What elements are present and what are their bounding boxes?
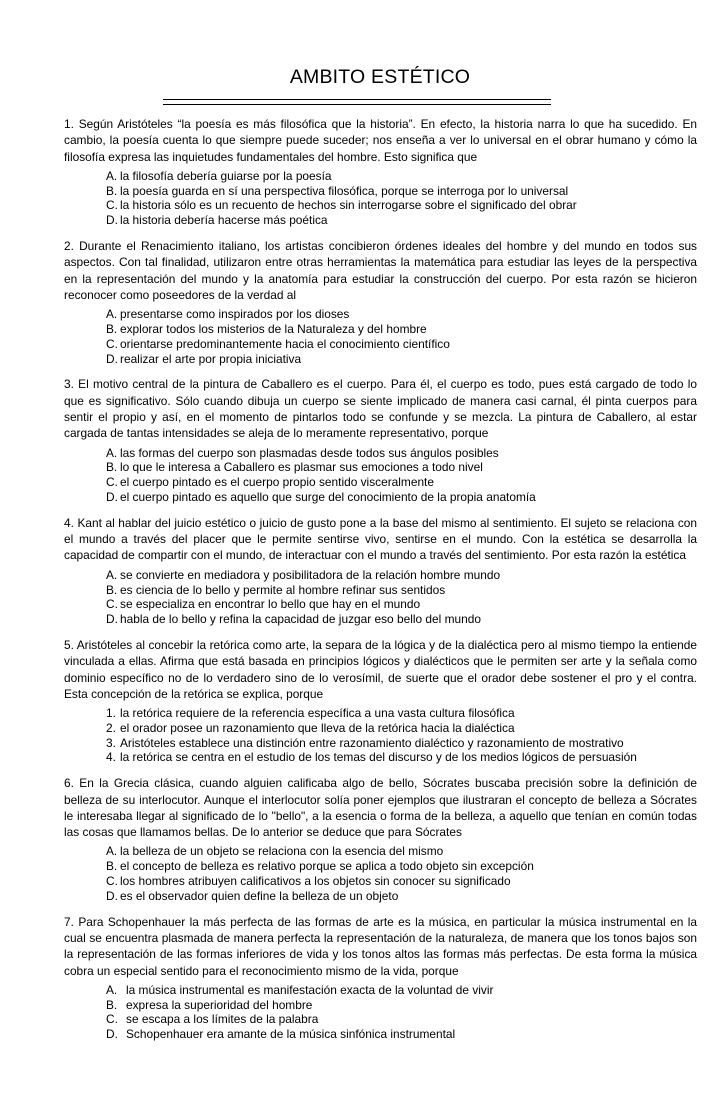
- option-label: 1.: [106, 706, 116, 721]
- option-label: A.: [106, 844, 118, 859]
- option-label: A.: [106, 307, 118, 322]
- answer-option-c[interactable]: [106, 337, 697, 352]
- answer-option-1[interactable]: [106, 706, 697, 721]
- answer-option-d[interactable]: [106, 612, 697, 627]
- question-5: [64, 637, 697, 765]
- answer-options: [64, 706, 697, 765]
- option-label: B.: [106, 460, 118, 475]
- question-7: [64, 914, 697, 1042]
- answer-option-d[interactable]: [106, 213, 697, 228]
- option-text: se especializa en encontrar lo bello que hay en el mundo: [120, 597, 421, 612]
- option-label: D.: [106, 888, 118, 903]
- answer-options: [64, 568, 697, 627]
- option-text: Schopenhauer era amante de la música sinfónica instrumental: [126, 1027, 456, 1042]
- question-4: [64, 515, 697, 627]
- question-stem: 2. Durante el Renacimiento italiano, los artistas concibieron órdenes ideales del hombre y del mundo en todos sus aspectos. Con tal finalidad, utilizaron entre otras herramientas la matemática para estudiar las leyes de la perspectiva en la representación del mundo y la anatomía para estudiar la construcción del cuerpo. Por esta razón se hicieron reconocer como poseedores de la verdad al: [64, 239, 697, 302]
- option-text: la historia sólo es un recuento de hechos sin interrogarse sobre el significado del obrar: [120, 198, 577, 213]
- option-label: D.: [106, 1027, 118, 1042]
- title-underline-top: [163, 99, 551, 100]
- option-text: las formas del cuerpo son plasmadas desde todos sus ángulos posibles: [120, 445, 499, 460]
- answer-options: [64, 169, 697, 228]
- option-text: los hombres atribuyen calificativos a los objetos sin conocer su significado: [120, 874, 511, 889]
- answer-option-b[interactable]: [106, 460, 697, 475]
- option-label: D.: [106, 612, 118, 627]
- answer-option-a[interactable]: [106, 983, 697, 998]
- option-text: se convierte en mediadora y posibilitadora de la relación hombre mundo: [120, 567, 501, 582]
- answer-option-d[interactable]: [106, 889, 697, 904]
- option-text: lo que le interesa a Caballero es plasmar sus emociones a todo nivel: [120, 460, 483, 475]
- answer-options: [64, 844, 697, 903]
- option-text: es el observador quien define la belleza de un objeto: [120, 888, 399, 903]
- option-label: C.: [106, 1012, 118, 1027]
- option-text: la música instrumental es manifestación exacta de la voluntad de vivir: [126, 982, 494, 997]
- answer-option-b[interactable]: [106, 583, 697, 598]
- answer-option-c[interactable]: [106, 874, 697, 889]
- answer-option-a[interactable]: [106, 169, 697, 184]
- option-text: presentarse como inspirados por los dioses: [120, 307, 350, 322]
- question-stem: 6. En la Grecia clásica, cuando alguien calificaba algo de bello, Sócrates buscaba precisión sobre la definición de belleza de su interlocutor. Aunque el interlocutor solía poner ejemplos que ilustraran el concepto de belleza a Sócrates le interesaba llegar al significado de lo "bello", a la esencia o forma de la belleza, a aquello que tenían en común todas las cosas que llamamos bellas. De lo anterior se deduce que para Sócrates: [64, 776, 697, 840]
- option-text: la belleza de un objeto se relaciona con la esencia del mismo: [120, 844, 444, 859]
- option-label: 3.: [106, 735, 116, 750]
- answer-options: [64, 446, 697, 505]
- option-label: A.: [106, 982, 118, 997]
- answer-option-c[interactable]: [106, 475, 697, 490]
- answer-option-a[interactable]: [106, 446, 697, 461]
- option-text: el orador posee un razonamiento que lleva de la retórica hacia la dialéctica: [120, 720, 515, 735]
- option-label: B.: [106, 322, 118, 337]
- answer-option-b[interactable]: [106, 998, 697, 1013]
- option-label: 2.: [106, 720, 116, 735]
- question-stem: 7. Para Schopenhauer la más perfecta de las formas de arte es la música, en particular la música instrumental en la cual se encuentra plasmada de manera perfecta la representación de la naturaleza, de manera que los tonos bajos son la representación de las formas inferiores de vida y los tonos altos las formas más perfectas. De esta forma la música cobra un especial sentido para el reconocimiento mismo de la vida, porque: [64, 914, 697, 978]
- document-title: AMBITO ESTÉTICO: [289, 66, 471, 88]
- option-label: B.: [106, 582, 118, 597]
- option-label: B.: [106, 183, 118, 198]
- option-label: A.: [106, 168, 118, 183]
- option-text: el cuerpo pintado es el cuerpo propio sentido visceralmente: [120, 475, 434, 490]
- answer-option-a[interactable]: [106, 844, 697, 859]
- option-label: 4.: [106, 750, 116, 765]
- answer-option-4[interactable]: [106, 750, 697, 765]
- answer-option-a[interactable]: [106, 568, 697, 583]
- option-text: la poesía guarda en sí una perspectiva filosófica, porque se interroga por lo universal: [120, 183, 569, 198]
- answer-option-b[interactable]: [106, 859, 697, 874]
- answer-option-b[interactable]: [106, 322, 697, 337]
- question-spacer: [64, 629, 697, 637]
- answer-option-c[interactable]: [106, 1012, 697, 1027]
- question-1: [64, 116, 697, 228]
- option-label: B.: [106, 997, 118, 1012]
- answer-option-2[interactable]: [106, 721, 697, 736]
- option-label: C.: [106, 336, 118, 351]
- question-stem: 1. Según Aristóteles “la poesía es más filosófica que la historia”. En efecto, la historia narra lo que ha sucedido. En cambio, la poesía cuenta lo que siempre puede suceder; nos enseña a ver lo universal en el obrar humano y cómo la filosofía expresa las inquietudes fundamentales del hombre. Esto significa que: [64, 117, 697, 164]
- option-text: la filosofía debería guiarse por la poesía: [120, 168, 332, 183]
- title-underline-bottom: [163, 104, 551, 105]
- option-text: expresa la superioridad del hombre: [126, 997, 313, 1012]
- answer-option-3[interactable]: [106, 736, 697, 751]
- option-label: C.: [106, 597, 118, 612]
- option-text: orientarse predominantemente hacia el conocimiento científico: [120, 336, 450, 351]
- answer-options: [64, 307, 697, 366]
- question-list: [64, 116, 697, 1044]
- option-label: C.: [106, 874, 118, 889]
- answer-option-c[interactable]: [106, 198, 697, 213]
- option-text: la retórica requiere de la referencia específica a una vasta cultura filosófica: [120, 706, 515, 721]
- answer-options: [64, 983, 697, 1042]
- question-stem: 5. Aristóteles al concebir la retórica como arte, la separa de la lógica y de la dialéctica pero al mismo tiempo la entiende vinculada a ellas. Afirma que está basada en principios lógicos y dialécticos que le permiten ser arte y la señala como dominio específico no de lo verdadero sino de lo verosímil, de suerte que el orador debe sostener el pro y el contra. Esta concepción de la retórica se explica, porque: [64, 637, 697, 701]
- option-label: D.: [106, 351, 118, 366]
- option-text: el cuerpo pintado es aquello que surge del conocimiento de la propia anatomía: [120, 490, 536, 505]
- answer-option-a[interactable]: [106, 307, 697, 322]
- option-text: habla de lo bello y refina la capacidad de juzgar eso bello del mundo: [120, 612, 481, 627]
- option-text: se escapa a los límites de la palabra: [126, 1012, 319, 1027]
- question-2: [64, 238, 697, 366]
- option-label: C.: [106, 198, 118, 213]
- option-text: Aristóteles establece una distinción entre razonamiento dialéctico y razonamiento de mostrativo: [120, 735, 624, 750]
- question-spacer: [64, 230, 697, 238]
- question-stem: 3. El motivo central de la pintura de Caballero es el cuerpo. Para él, el cuerpo es todo, pues está cargado de todo lo que es significativo. Sólo cuando dibuja un cuerpo se siente implicado de manera casi carnal, él pinta cuerpos para sentir el propio y así, en el momento de pintarlos todo se confunde y se mezcla. La pintura de Caballero, al estar cargada de tantas intensidades se aleja de lo meramente representativo, porque: [64, 377, 697, 441]
- option-label: D.: [106, 490, 118, 505]
- question-stem: 4. Kant al hablar del juicio estético o juicio de gusto pone a la base del mismo al sentimiento. El sujeto se relaciona con el mundo a través del placer que le permite sentirse vivo, sentirse en el mundo. Con la estética se desarrolla la capacidad de compartir con el mundo, de interactuar con el mundo a través del sentimiento. Por esta razón la estética: [64, 515, 697, 563]
- option-text: explorar todos los misterios de la Naturaleza y del hombre: [120, 322, 427, 337]
- question-spacer: [64, 507, 697, 515]
- option-text: la historia debería hacerse más poética: [120, 213, 328, 228]
- option-text: es ciencia de lo bello y permite al hombre refinar sus sentidos: [120, 582, 446, 597]
- question-spacer: [64, 368, 697, 376]
- option-label: D.: [106, 213, 118, 228]
- option-label: A.: [106, 445, 118, 460]
- question-spacer: [64, 767, 697, 775]
- question-3: [64, 376, 697, 504]
- option-text: realizar el arte por propia iniciativa: [120, 351, 302, 366]
- option-label: C.: [106, 475, 118, 490]
- answer-option-b[interactable]: [106, 184, 697, 199]
- answer-option-d[interactable]: [106, 1027, 697, 1042]
- option-label: B.: [106, 859, 118, 874]
- question-spacer: [64, 906, 697, 914]
- answer-option-d[interactable]: [106, 490, 697, 505]
- answer-option-c[interactable]: [106, 597, 697, 612]
- answer-option-d[interactable]: [106, 352, 697, 367]
- option-label: A.: [106, 567, 118, 582]
- option-text: el concepto de belleza es relativo porque se aplica a todo objeto sin excepción: [120, 859, 534, 874]
- option-text: la retórica se centra en el estudio de los temas del discurso y de los medios lógicos de persuasión: [120, 750, 637, 765]
- question-6: [64, 775, 697, 903]
